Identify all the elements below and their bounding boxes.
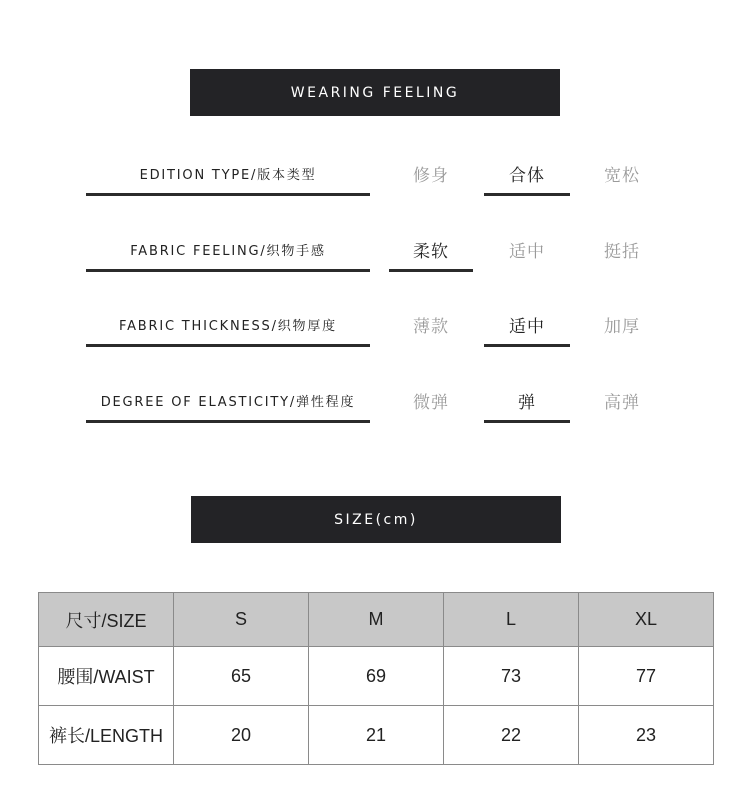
- size-title: SIZE(cm): [334, 511, 418, 528]
- feeling-row-elasticity: [0, 380, 750, 440]
- feeling-option: 弹: [484, 380, 570, 423]
- feeling-label: EDITION TYPE/版本类型: [86, 153, 370, 196]
- wearing-feeling-title: WEARING FEELING: [290, 84, 460, 101]
- table-cell: 裤长/LENGTH: [39, 706, 174, 765]
- table-cell: 21: [309, 706, 444, 765]
- feeling-option: 加厚: [604, 316, 640, 337]
- feeling-row-fabric-thickness: [0, 304, 750, 364]
- table-cell: 20: [174, 706, 309, 765]
- size-header-cell: L: [444, 593, 579, 647]
- size-header-cell: M: [309, 593, 444, 647]
- feeling-option: 高弹: [604, 392, 640, 413]
- feeling-option: 微弹: [413, 392, 449, 413]
- table-cell: 69: [309, 647, 444, 706]
- table-cell: 77: [579, 647, 714, 706]
- feeling-option: 宽松: [604, 165, 640, 186]
- feeling-option: 适中: [509, 241, 545, 262]
- feeling-row-edition-type: [0, 153, 750, 213]
- feeling-option: 薄款: [413, 316, 449, 337]
- wearing-feeling-banner: [190, 69, 560, 116]
- size-table: [38, 592, 714, 765]
- feeling-row-fabric-feeling: [0, 229, 750, 289]
- table-row: [39, 647, 714, 706]
- table-cell: 23: [579, 706, 714, 765]
- size-table-header-row: [39, 593, 714, 647]
- feeling-option: 合体: [484, 153, 570, 196]
- feeling-option: 适中: [484, 304, 570, 347]
- feeling-label: FABRIC THICKNESS/织物厚度: [86, 304, 370, 347]
- feeling-label: FABRIC FEELING/织物手感: [86, 229, 370, 272]
- size-header-cell: S: [174, 593, 309, 647]
- feeling-option: 挺括: [604, 241, 640, 262]
- size-header-cell: XL: [579, 593, 714, 647]
- table-cell: 65: [174, 647, 309, 706]
- feeling-option: 柔软: [389, 229, 473, 272]
- table-cell: 22: [444, 706, 579, 765]
- size-banner: [191, 496, 561, 543]
- feeling-option: 修身: [413, 165, 449, 186]
- size-header-cell: 尺寸/SIZE: [39, 593, 174, 647]
- table-row: [39, 706, 714, 765]
- table-cell: 73: [444, 647, 579, 706]
- table-cell: 腰围/WAIST: [39, 647, 174, 706]
- feeling-label: DEGREE OF ELASTICITY/弹性程度: [86, 380, 370, 423]
